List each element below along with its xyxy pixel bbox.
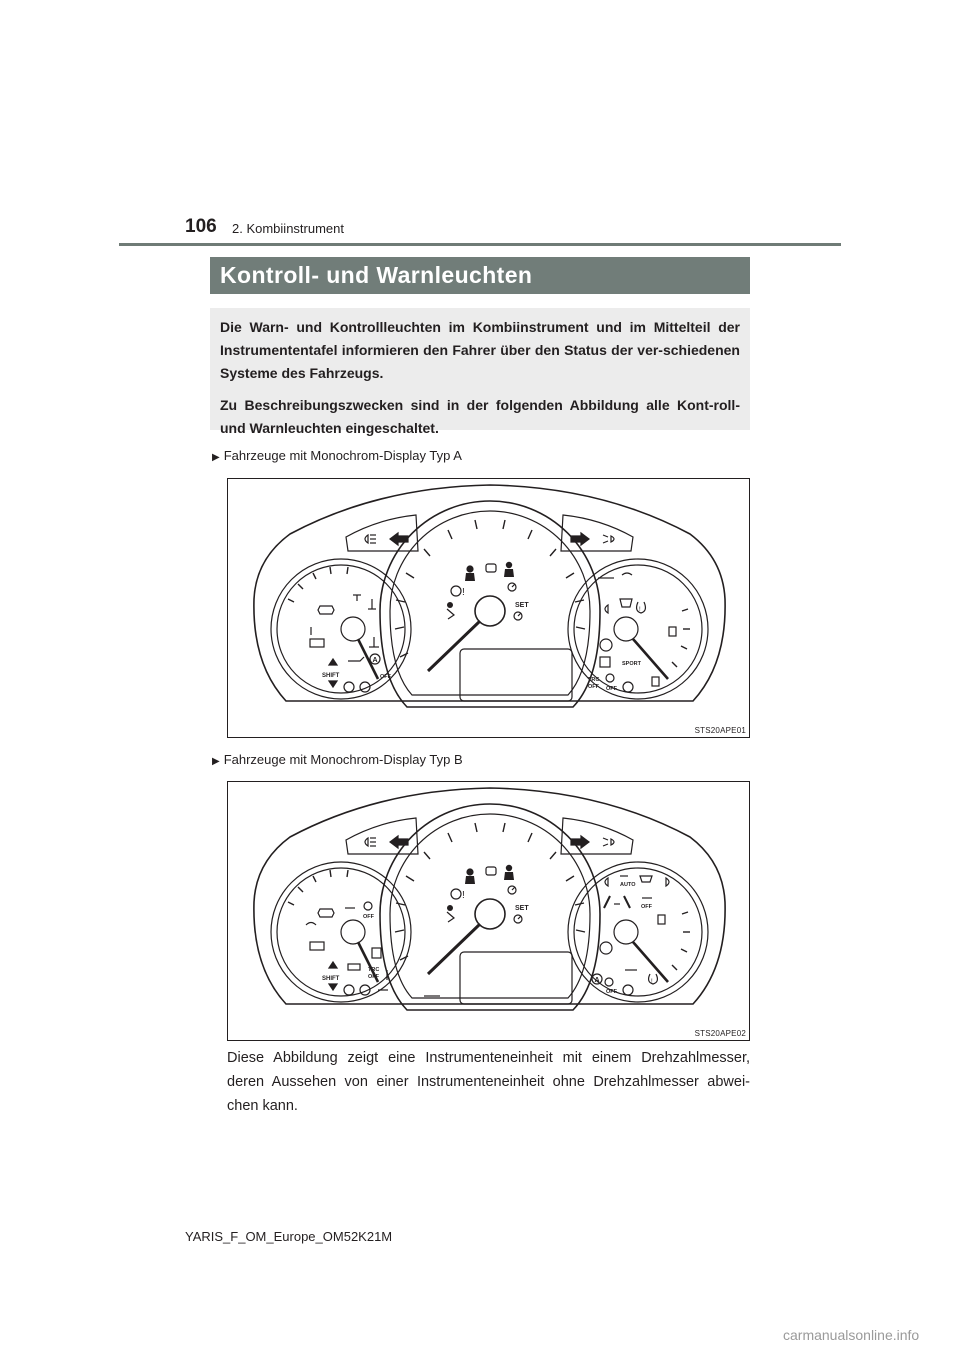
triangle-bullet-icon: ▶ [212,452,220,463]
turn-left-tab [346,515,418,551]
right-needle [633,942,668,982]
turn-left-arrow-icon [390,836,408,848]
fuel-gauge-icon [658,915,665,924]
multi-info-display [460,952,572,1004]
airbag-icon [447,905,454,922]
indicator-lamp-1 [344,682,354,692]
svg-text:!: ! [462,587,465,598]
stop-start-icon [370,654,380,664]
engine-check-icon [318,909,334,917]
figure-a-code: STS20APE01 [694,726,746,735]
washer-fluid-icon [306,923,316,926]
vsc-off-icon [606,674,614,682]
shift-up-icon [329,659,337,665]
abs-icon [600,639,612,651]
set-indicator: SET [515,905,529,912]
left-needle-hub [341,617,365,641]
seatbelt-passenger-icon [504,562,514,577]
center-gauge-bezel [380,804,600,1010]
svg-text:!: ! [462,890,465,901]
low-beam-icon [365,535,376,543]
speedo-ticks [395,520,585,657]
vsc-icon [600,657,610,667]
trc-indicator: TRC [368,967,380,973]
figure-a [227,478,750,738]
vsc-off-tag: OFF [606,686,617,692]
page-number: 106 [185,216,217,237]
variant-a-label [212,448,462,463]
cruise-speedo-icon [514,612,522,620]
turn-right-tab [561,515,633,551]
trc-off-indicator: OFF [368,974,379,980]
seatbelt-driver-icon [465,566,475,581]
triangle-bullet-icon: ▶ [212,756,220,767]
vsc-indicator-icon [372,948,381,958]
cruise-control-icon [508,886,516,894]
tire-pressure-icon [637,602,646,613]
footer-doc-id: YARIS_F_OM_Europe_OM52K21M [185,1229,393,1244]
coolant-temp-icon [368,599,376,609]
fuel-gauge-icon [669,627,676,636]
trc-indicator: TRC [588,677,600,683]
slip-indicator-icon [620,599,632,607]
lane-departure-icon [604,896,630,908]
slip-off-tag: OFF [641,904,652,910]
high-beam-icon [603,535,614,543]
abs-icon [600,942,612,954]
trc-off-indicator: OFF [588,684,599,690]
engine-check-icon [318,606,334,614]
cruise-control-icon [508,583,516,591]
right-gauge-ticks [672,609,690,667]
right-needle [633,639,668,679]
left-gauge-ticks [288,567,348,602]
washer-icon [622,573,632,575]
auto-headlight-tag: AUTO [620,882,636,888]
left-needle-hub [341,920,365,944]
variant-b-label-text: Fahrzeuge mit Monochrom-Display Typ B [223,752,463,767]
sport-indicator: SPORT [622,661,641,667]
vsc-off-right-icon [605,978,613,986]
low-beam-icon [365,838,376,846]
shift-indicator: SHIFT [322,673,340,679]
intro-paragraph-1: Die Warn- und Kontrollleuchten im Kombiinstrument und im Mittelteil der Instrumententafel informieren den Fahrer über den Status der ver-schiedenen Systeme des Fahrzeugs. [220,319,740,381]
svg-text:!: ! [639,607,641,613]
section-banner: Kontroll- und Warnleuchten [210,257,750,294]
variant-a-label-text: Fahrzeuge mit Monochrom-Display Typ A [223,448,462,463]
master-warning-icon [353,595,361,601]
speedo-ticks [395,823,585,960]
vsc-off-left-icon [364,902,372,910]
front-fog-icon [605,605,608,613]
header-rule [119,243,841,246]
shift-up-icon [329,962,337,968]
vsc-off-left-tag: OFF [363,914,374,920]
epb-warning-icon [486,867,496,875]
figure-caption: Diese Abbildung zeigt eine Instrumenteneinheit mit einem Drehzahlmesser, deren Aussehen von einer Instrumenteneinheit ohne Drehzahlmesser abwei-chen kann. [227,1050,750,1114]
figure-b [227,781,750,1041]
oil-temp-icon [369,637,379,647]
stop-start-icon [592,974,602,984]
seatbelt-driver-icon [465,869,475,884]
center-gauge-face [390,511,590,695]
cluster-housing [254,788,725,1004]
center-needle [428,621,480,671]
chapter-title: 2. Kombiinstrument [232,221,344,236]
rear-fog-icon [666,878,669,886]
center-gauge-face [390,814,590,998]
eco-indicator-icon [348,964,360,970]
brake-warning-icon [451,586,465,598]
center-gauge-bezel [380,501,600,707]
brake-warning-icon [451,889,465,901]
oil-pressure-icon [348,657,364,661]
center-needle [428,924,480,974]
seatbelt-passenger-icon [504,865,514,880]
epb-warning-icon [486,564,496,572]
front-fog-icon [605,878,608,886]
battery-icon [310,639,324,647]
svg-text:!: ! [651,979,653,985]
fuel-level-icon [652,677,659,686]
stop-start-off-tag: OFF [380,674,391,680]
airbag-icon [447,602,454,619]
svg-text:A: A [594,977,600,984]
instrument-cluster-a [228,479,751,739]
shift-down-icon [329,984,337,990]
vsc-off-right-tag: OFF [606,989,617,995]
right-needle-hub [614,617,638,641]
turn-left-arrow-icon [390,533,408,545]
cruise-speedo-icon [514,915,522,923]
multi-info-display [460,649,572,701]
slip-indicator-icon [640,876,652,882]
variant-b-label [212,752,463,767]
indicator-lamp-3 [623,682,633,692]
cluster-housing [254,485,725,701]
battery-icon [310,942,324,950]
set-indicator: SET [515,602,529,609]
turn-left-tab [346,818,418,854]
watermark: carmanualsonline.info [783,1327,920,1343]
intro-paragraph-2: Zu Beschreibungszwecken sind in der folgenden Abbildung alle Kont-roll- und Warnleuchten eingeschaltet. [220,397,740,436]
instrument-cluster-b [228,782,751,1042]
right-gauge-ticks [672,912,690,970]
indicator-lamp-3 [623,985,633,995]
svg-text:A: A [372,657,378,664]
figure-b-code: STS20APE02 [694,1029,746,1038]
tire-pressure-icon [649,974,658,985]
indicator-lamp-1 [344,985,354,995]
shift-down-icon [329,681,337,687]
right-needle-hub [614,920,638,944]
high-beam-icon [603,838,614,846]
turn-right-tab [561,818,633,854]
left-gauge-ticks [288,870,348,905]
intro-box [210,308,750,436]
shift-indicator: SHIFT [322,976,340,982]
